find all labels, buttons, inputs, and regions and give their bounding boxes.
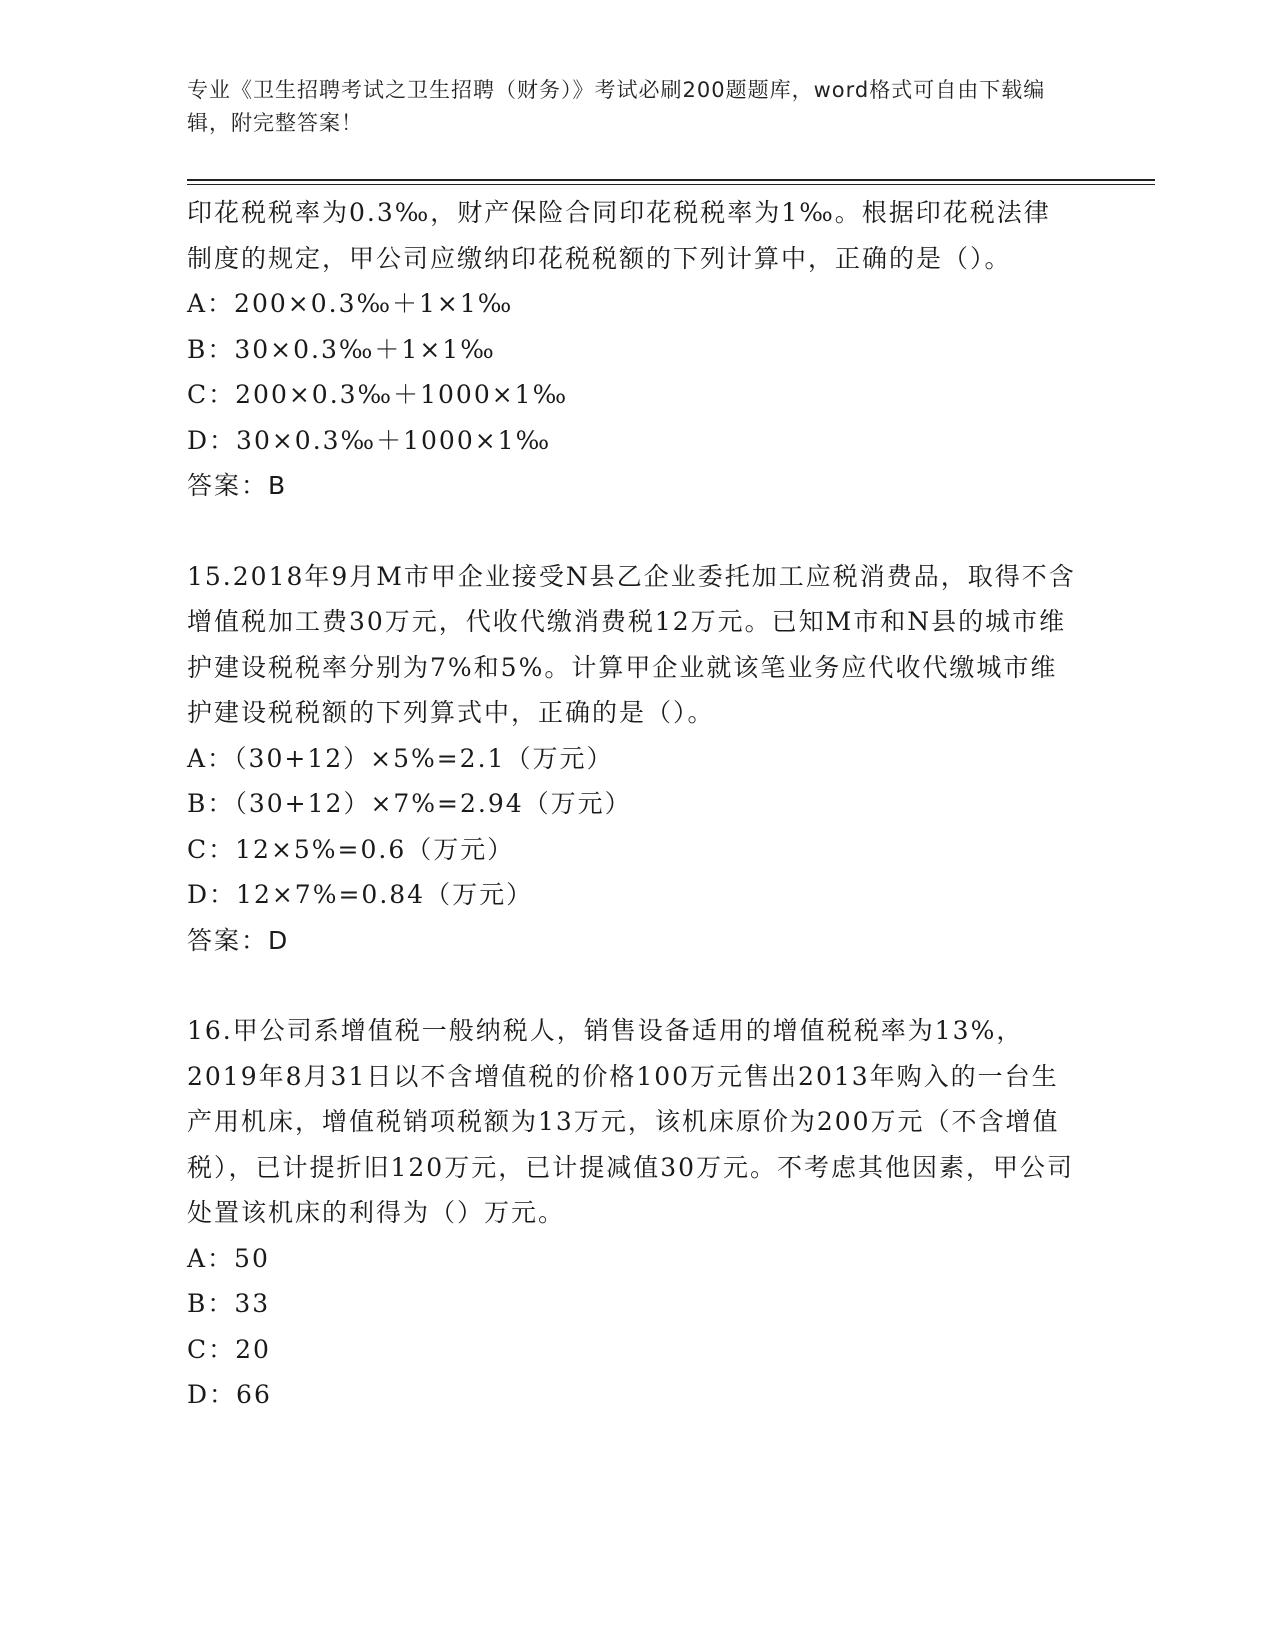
option-d: D：30×0.3‰＋1000×1‰ [187, 425, 552, 455]
option-a: A：（30+12）×5%=2.1（万元） [187, 743, 614, 773]
question-list [187, 190, 1077, 1418]
answer-line: 答案：D [187, 925, 290, 955]
option-c: C：20 [187, 1334, 271, 1364]
option-a: A：200×0.3‰＋1×1‰ [187, 289, 514, 318]
question-block [187, 1008, 1077, 1418]
question-stem: 15.2018年9月M市甲企业接受N县乙企业委托加工应税消费品，取得不含增值税加工费30万元，代收代缴消费税12万元。已知M市和N县的城市维护建设税税率分别为7%和5%。计算甲企业就该笔业务应代收代缴城市维护建设税税额的下列算式中，正确的是（）。 [187, 561, 1076, 727]
option-d: D：12×7%=0.84（万元） [187, 880, 534, 909]
option-a: A：50 [187, 1243, 270, 1273]
spacer [187, 963, 1077, 1008]
option-d: D：66 [187, 1380, 272, 1409]
header-divider-thin [187, 184, 1155, 185]
option-b: B：30×0.3‰＋1×1‰ [187, 334, 496, 364]
header-divider-thick [187, 179, 1155, 181]
question-block [187, 190, 1077, 509]
question-stem: 印花税税率为0.3‰，财产保险合同印花税税率为1‰。根据印花税法律制度的规定，甲公司应缴纳印花税税额的下列计算中，正确的是（）。 [187, 198, 1051, 273]
option-b: B：（30+12）×7%=2.94（万元） [187, 789, 632, 818]
answer-line: 答案：B [187, 471, 288, 500]
option-c: C：200×0.3‰＋1000×1‰ [187, 380, 569, 409]
option-c: C：12×5%=0.6（万元） [187, 834, 515, 864]
spacer [187, 509, 1077, 554]
question-stem: 16.甲公司系增值税一般纳税人，销售设备适用的增值税税率为13%，2019年8月31日以不含增值税的价格100万元售出2013年购入的一台生产用机床，增值税销项税额为13万元，该机床原价为200万元（不含增值税），已计提折旧120万元，已计提减值30万元。不考虑其他因素，甲公司处置该机床的利得为（）万元。 [187, 1016, 1075, 1227]
question-block [187, 554, 1077, 964]
document-header: 专业《卫生招聘考试之卫生招聘（财务）》考试必刷200题题库，word格式可自由下载编辑，附完整答案！ [187, 78, 1046, 135]
option-b: B：33 [187, 1289, 271, 1318]
